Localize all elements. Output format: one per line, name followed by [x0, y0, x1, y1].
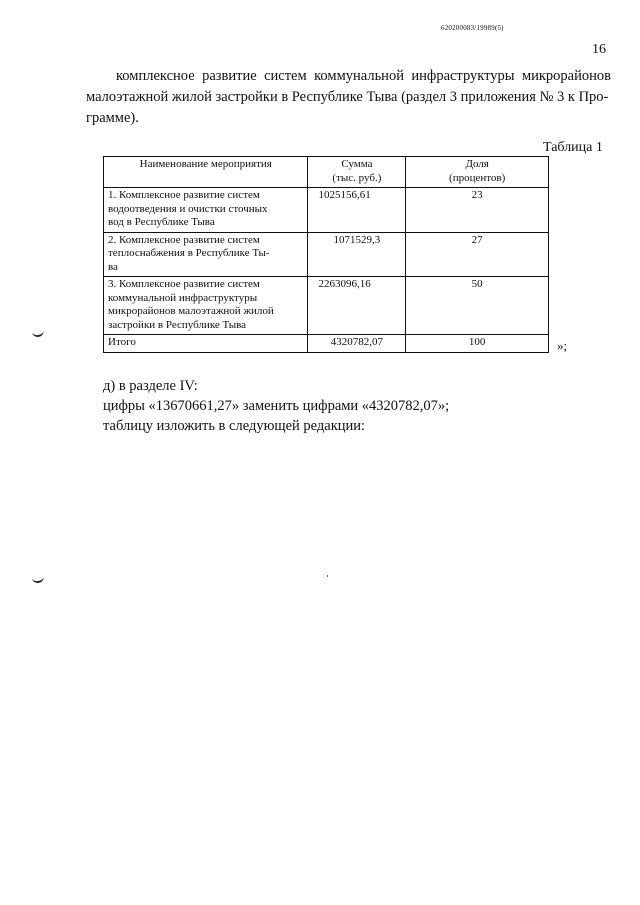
amendment-line-2: цифры «13670661,27» заменить цифрами «4320782,07»;	[103, 398, 450, 414]
row-sum: 1071529,3	[308, 232, 406, 277]
data-table	[103, 156, 549, 353]
row-share: 23	[406, 188, 549, 233]
header-sum: Сумма (тыс. руб.)	[308, 157, 406, 188]
row-share: 27	[406, 232, 549, 277]
intro-line-1: комплексное развитие систем коммунальной инфраструктуры микрорайонов	[116, 68, 611, 84]
row-sum: 2263096,16	[308, 277, 406, 335]
row-share: 50	[406, 277, 549, 335]
intro-line-2: малоэтажной жилой застройки в Республике Тыва (раздел 3 приложения № 3 к Про-	[86, 89, 609, 105]
amendment-text	[103, 376, 603, 436]
page-number: 16	[592, 42, 606, 57]
total-share: 100	[406, 335, 549, 353]
margin-check-mark	[32, 574, 45, 584]
table-row	[104, 277, 549, 335]
row-sum: 1025156,61	[308, 188, 406, 233]
closing-quote-mark: »;	[557, 338, 568, 353]
header-share: Доля (процентов)	[406, 157, 549, 188]
margin-check-mark	[32, 328, 45, 338]
total-sum: 4320782,07	[308, 335, 406, 353]
scan-speck	[327, 575, 328, 577]
amendment-line-1: д) в разделе IV:	[103, 378, 198, 394]
amendment-line-3: таблицу изложить в следующей редакции:	[103, 418, 366, 434]
table-row	[104, 232, 549, 277]
header-name: Наименование мероприятия	[104, 157, 308, 188]
table-caption: Таблица 1	[543, 140, 603, 155]
row-name: 2. Комплексное развитие систем теплоснабжения в Республике Ты- ва	[104, 232, 308, 277]
table-total-row	[104, 335, 549, 353]
row-name: 1. Комплексное развитие систем водоотведения и очистки сточных вод в Республике Тыва	[104, 188, 308, 233]
intro-line-3: грамме).	[86, 110, 139, 126]
table-row	[104, 188, 549, 233]
document-id: 620200083/19989(5)	[441, 24, 504, 32]
table-header-row	[104, 157, 549, 188]
intro-paragraph	[86, 66, 611, 129]
row-name: 3. Комплексное развитие систем коммунальной инфраструктуры микрорайонов малоэтажной жилой застройки в Республике Тыва	[104, 277, 308, 335]
total-label: Итого	[104, 335, 308, 353]
